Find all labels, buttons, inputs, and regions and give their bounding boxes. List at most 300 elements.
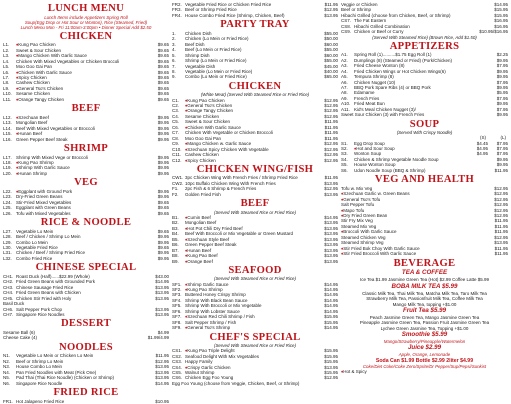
menu-item <box>3 97 169 102</box>
item-name: Vegetable (Lo Mein or Fried Rice) <box>185 69 253 75</box>
hot-spicy-icon: ♦ <box>16 114 19 120</box>
section-title: BEEF <box>71 103 101 115</box>
item-name: Hot Jalapeno Fried Rice <box>16 398 65 404</box>
item-name: Dry Fried Green Bean <box>343 213 388 219</box>
item-price: $65.00 <box>324 74 338 80</box>
hot-spicy-icon: ♦ <box>185 281 188 287</box>
item-name: Hunan Shrimp <box>18 170 48 176</box>
item-price: $15.95 <box>324 348 338 354</box>
section-title: CHICKEN <box>59 30 113 42</box>
item-name: Vegetable Fried Rice <box>16 244 58 250</box>
item-name: Chicken With Garlic Sauce <box>187 124 241 130</box>
menu-item <box>172 158 338 163</box>
item-price: $40.00 <box>324 69 338 75</box>
item-code: CH7. <box>3 312 14 317</box>
item-price: $13.95 <box>155 375 169 381</box>
section-note: (Served With Crispy Noodle) <box>396 130 453 136</box>
item-price: $9.95 <box>496 68 508 74</box>
item-price: $9.65 <box>157 199 169 205</box>
item-name: Orange Tangy Chicken <box>187 108 233 114</box>
item-price: $12.95 <box>494 202 508 208</box>
item-code: SF5. <box>172 303 182 309</box>
item-price: $15.95 <box>494 12 508 18</box>
item-code: 9. <box>172 74 176 80</box>
item-name: Mapo Tofu <box>343 207 365 213</box>
item-price: $9.65 <box>157 64 169 70</box>
item-name: Chicken With Vegetable or Chicken Broccoli <box>185 130 273 136</box>
item-name: Beef or Shrimp Fried Rice <box>185 7 237 13</box>
item-name: Chicken Dish <box>185 30 212 36</box>
item-name: Kung Pao Shrimp <box>187 287 223 292</box>
section-title: FRIED RICE <box>53 387 119 399</box>
item-price: $14.95 <box>155 279 169 285</box>
item-name: Spring Roll (1)..........$1.75 Egg Roll (1) <box>354 52 432 58</box>
item-code: N6. <box>3 380 11 386</box>
item-name: Vegetable Lo Mein <box>16 228 54 234</box>
item-code: L5. <box>3 64 10 70</box>
item-price: $13.95 <box>324 220 338 226</box>
item-code: A8. <box>341 90 348 96</box>
item-price: $11.95 <box>324 119 338 125</box>
item-code: CW2. <box>172 180 184 186</box>
item-price: $9.65 <box>157 69 169 75</box>
item-code: C1. <box>172 97 180 103</box>
menu-item <box>3 137 169 142</box>
item-code: S5. <box>341 162 348 168</box>
item-code: CS6. <box>172 375 183 381</box>
item-price: $13.95 <box>324 253 338 259</box>
item-name: Beef With Broccoli or Mix Vegetable or Green Mustard <box>185 231 294 237</box>
item-price: $9.95 <box>157 136 169 142</box>
section-title: SEAFOOD <box>228 264 282 276</box>
item-code: A5. <box>341 74 348 80</box>
item-code: A1. <box>341 52 348 58</box>
item-code: N1. <box>3 353 11 359</box>
item-name: Hibachi Grilled Combination <box>354 23 410 29</box>
item-price: $15.95 <box>324 370 338 376</box>
item-name: Stir Fried Broccoli With Garlic Sauce <box>343 251 417 257</box>
item-price: $12.95 <box>324 186 338 192</box>
menu-item <box>341 251 508 256</box>
beverage-line: Strawberry Milk Tea, Passionfruit Milk Tea, Coffee Milk Tea <box>366 296 483 302</box>
item-price: $9.65 <box>157 58 169 64</box>
hot-spicy-icon: ♦ <box>16 131 19 137</box>
menu-item <box>172 259 338 264</box>
menu-item <box>341 112 508 117</box>
item-name: General Tso's Tofu <box>343 196 381 202</box>
hot-spicy-icon: ♦ <box>185 141 188 147</box>
item-code: L16. <box>3 136 12 142</box>
item-price: $12.95 <box>494 196 508 202</box>
item-name: Shrimp With Lobster Sauce <box>185 308 240 314</box>
item-name: Spicy Chicken <box>18 75 47 80</box>
item-price: $13.95 <box>155 364 169 370</box>
item-code: C6. <box>172 124 180 130</box>
item-price: $15.95 <box>494 7 508 13</box>
item-name: Chicken Stir Fried with Holy <box>16 295 72 301</box>
item-name: Beef (Lo Mein or Fried Rice) <box>185 47 242 53</box>
item-code: L31. <box>3 250 12 256</box>
item-code: A2. <box>341 57 348 63</box>
item-code: L17. <box>3 154 12 160</box>
item-price: $7.95 <box>496 95 508 101</box>
item-price: $12.95 <box>324 113 338 119</box>
item-code: CS2. <box>172 353 183 359</box>
item-price: $60.00 <box>324 52 338 58</box>
item-code: L26. <box>3 210 12 216</box>
item-price: $11.95 <box>494 245 508 251</box>
item-price: $45.00 <box>324 63 338 69</box>
item-name: Shrimp With Black Bean Sauce <box>185 297 248 303</box>
item-price: $11.95 <box>494 218 508 224</box>
item-name: 10pc Buffalo Chicken Wing With French Fries <box>185 180 276 186</box>
item-code: N3. <box>3 364 11 370</box>
item-code: 4. <box>172 47 176 53</box>
item-price: $55.00 <box>324 58 338 64</box>
item-price: $10.95/$16.95 <box>479 29 508 35</box>
item-name: Sweet & Sour Chicken <box>185 119 231 125</box>
section-note: Coke/Diet Coke/Coke Zero/Sprite/Dr Pepper/Sup/Pepsi/Sunkist <box>362 364 487 370</box>
section-title: CHICKEN <box>228 80 282 92</box>
hot-spicy-icon: ♦ <box>16 53 19 59</box>
item-name: Shrimp (Lo Mein or Fried Rice) <box>185 58 247 64</box>
item-code: L13. <box>3 120 12 126</box>
legend-text: Hot & Spicy <box>343 369 367 375</box>
item-code: 3. <box>172 41 176 47</box>
item-code: L24. <box>3 199 12 205</box>
menu-item <box>3 211 169 216</box>
item-name: Salt Pepper Tofu <box>341 202 375 208</box>
hot-spicy-icon: ♦ <box>185 314 188 320</box>
item-name: Szechuan Spicy Chicken With Vegetable <box>187 146 269 152</box>
item-price: $9.65 <box>157 228 169 234</box>
item-code: L2. <box>3 47 10 53</box>
item-name: 2pc Fish & 6 Shrimp & French Fries <box>185 186 257 192</box>
item-price: $2.25 <box>496 52 508 58</box>
item-price: $13.95 <box>324 180 338 186</box>
item-name: Stir Fry Mix Veg <box>341 218 373 224</box>
item-name: Mongolian Beef <box>16 120 48 126</box>
item-price: $9.65 <box>157 80 169 86</box>
item-name: Hot Pot Chili Dry Fried Beef <box>187 225 243 231</box>
section-note: (Served With Steamed Rice or Fried Rice) <box>214 209 296 215</box>
item-name: Egg Foo Young (choose from Veggie, Chicken, Beef, or Shrimp) <box>172 380 300 386</box>
beverage-line: Peach Jasmine Green Tea, Mango Jasmine Green Tea <box>369 314 480 320</box>
item-price: $9.95 <box>157 188 169 194</box>
item-price: $13.95 <box>324 225 338 231</box>
item-code: CS5. <box>172 370 183 376</box>
item-name: Combo Lo Mein <box>16 239 48 245</box>
item-code: CS3. <box>172 359 183 365</box>
item-code: CS1. <box>172 348 183 354</box>
item-price: $11.95 <box>494 251 508 257</box>
menu-item <box>3 312 169 317</box>
item-price: $11.95 <box>494 223 508 229</box>
item-code: SF7. <box>172 314 182 320</box>
item-price: $13.95 <box>324 12 338 18</box>
item-name: Shrimp Dish <box>185 52 210 58</box>
item-code: SF3. <box>172 292 182 298</box>
hot-spicy-icon: ♦ <box>185 157 188 163</box>
item-name: Combo Fried Rice <box>16 255 53 261</box>
item-price-large: $7.95 <box>496 140 508 146</box>
item-price: $12.95 <box>155 358 169 364</box>
item-price: $14.95 <box>324 303 338 309</box>
item-code: L14. <box>3 125 12 131</box>
item-name: General Tso's Shrimp <box>187 325 231 331</box>
section-note: (Served With Steamed Rice or Fried Rice) <box>214 343 296 349</box>
item-price: $9.95 <box>157 234 169 240</box>
item-price: $12.95 <box>324 141 338 147</box>
item-code: A10. <box>341 101 351 107</box>
item-price: $55.00 <box>324 47 338 53</box>
item-name: Kung Pao Triple Delight <box>187 348 235 354</box>
section-title: RICE & NOODLE <box>40 217 132 229</box>
item-name: Dry-Fried Green Beans <box>16 194 63 200</box>
item-price: $13.95 <box>324 191 338 197</box>
item-price: $10.95 <box>155 398 169 404</box>
item-code: L12. <box>3 114 12 120</box>
item-code: N4. <box>3 369 11 375</box>
item-code: L23. <box>3 194 12 200</box>
beverage-heading: BOBA MILK TEA $5.99 <box>391 282 458 290</box>
item-price-large: $7.95 <box>496 146 508 151</box>
section-note: Apple, Orange, Lemonade <box>398 352 451 358</box>
item-name: Fried Green Beans with Grounded Pork <box>16 279 96 285</box>
item-price: $5.95 <box>496 90 508 96</box>
item-price: $12.95 <box>494 213 508 219</box>
item-code: CH3. <box>3 284 14 290</box>
item-name: Dumplings (8) (Steamed or Fried) (Pork/Chicken) <box>354 57 453 63</box>
item-price: $14.95 <box>324 214 338 220</box>
hot-spicy-icon: ♦ <box>185 253 188 259</box>
item-code: B5. <box>172 236 179 242</box>
hot-spicy-icon: ♦ <box>341 207 344 213</box>
item-name: Singapore Rice Noodle <box>16 380 63 386</box>
item-price: $7.95 <box>496 79 508 85</box>
hot-spicy-icon: ♦ <box>185 236 188 242</box>
item-code: A3. <box>341 63 348 69</box>
item-code: B1. <box>172 214 179 220</box>
item-name: Szechuan Style Beef <box>187 236 230 242</box>
item-code: SF4. <box>172 297 182 303</box>
item-price: $14.95 <box>324 325 338 331</box>
soda-prices: Soda Can $1.99 Bottle $2.99 2liter $4.99 <box>375 357 474 364</box>
item-price: $9.65 <box>157 42 169 48</box>
item-price: $9.95 <box>157 239 169 245</box>
item-code: A6. <box>341 79 348 85</box>
item-name: Cumin Beef <box>187 214 211 220</box>
item-code: S4. <box>341 156 348 162</box>
item-code: B4. <box>172 231 179 237</box>
item-price: $7.95 <box>496 106 508 112</box>
item-code: B8. <box>172 253 179 259</box>
item-price: $14.95 <box>324 281 338 287</box>
hot-spicy-icon: ♦ <box>185 287 188 292</box>
hot-spicy-icon: ♦ <box>16 42 19 48</box>
item-name: Sweet Sour Chicken (3) with French Fries <box>341 112 425 118</box>
item-name: Beef With Mixed Vegetables or Broccoli <box>16 125 95 131</box>
item-code: L11. <box>3 96 12 102</box>
item-code: 6. <box>172 58 176 64</box>
item-price: $12.95 <box>324 97 338 103</box>
item-price: $12.95 <box>324 157 338 163</box>
item-code: B3. <box>172 225 179 231</box>
item-code: FR2. <box>172 2 182 7</box>
hot-spicy-icon: ♦ <box>185 258 188 264</box>
item-code: L32. <box>3 255 12 261</box>
item-name: House Combo Fried Rice (Shrimp, Chicken, Beef) <box>185 12 285 18</box>
hot-spicy-icon: ♦ <box>341 245 344 251</box>
item-code: CW1. <box>172 175 184 181</box>
item-name: Hunan Beef <box>18 131 43 137</box>
item-name: Orange Beef <box>187 258 213 264</box>
menu-item <box>172 13 338 18</box>
menu-item <box>341 168 508 173</box>
item-name: Beef Dish <box>185 41 205 47</box>
section-title: NOODLES <box>59 341 113 353</box>
hot-spicy-icon: ♦ <box>185 348 188 354</box>
section-title: CHINESE SPECIAL <box>35 262 137 274</box>
item-name: Udon Noodle Soup (BBQ & Shrimp) <box>354 167 426 173</box>
item-name: Eggplant with Ground Pork <box>18 188 73 194</box>
item-name: Steamed Chicken Veg <box>341 234 386 240</box>
item-price-large: $9.95 <box>496 156 508 162</box>
section-title: BEEF <box>240 198 270 210</box>
item-name: Walnut Shrimp <box>185 370 215 376</box>
item-price-small: $4.95 <box>476 151 488 157</box>
item-name: Shrimp Garlic Sauce <box>187 281 229 287</box>
item-price: $9.65 <box>157 85 169 91</box>
item-name: Tempura Shrimp (8) <box>354 74 394 80</box>
item-name: The Fat Eastern <box>354 18 387 24</box>
item-name: Sesame Ball (6) <box>3 329 36 335</box>
item-code: L20. <box>3 170 12 176</box>
item-price: $16.95 <box>494 18 508 24</box>
menu-item <box>172 74 338 79</box>
item-name: House Combo Lo Mein <box>16 364 63 370</box>
item-code: CH6. <box>3 306 14 312</box>
item-code: S2. <box>341 146 348 151</box>
item-code: L6. <box>3 69 10 75</box>
item-name: BBQ Pork Spare Ribs (4) or BBQ Pork <box>354 85 431 91</box>
item-code: SF9. <box>172 325 182 331</box>
item-code: L19. <box>3 165 12 171</box>
item-name: Sesame Chicken <box>16 91 51 97</box>
item-name: Veggie or Chicken <box>341 2 378 7</box>
item-price: $9.95 <box>157 250 169 256</box>
menu-item <box>3 399 169 404</box>
item-price: $9.95 <box>157 170 169 176</box>
item-code: S1. <box>341 140 348 146</box>
item-code: L18. <box>3 159 12 165</box>
item-code: SF2. <box>172 287 182 292</box>
hot-spicy-icon: ♦ <box>341 196 344 202</box>
item-price: $13.95 <box>155 306 169 312</box>
item-price: $9.95 <box>496 112 508 118</box>
item-name: Fried Cheese Wonton (8) <box>354 63 405 69</box>
item-price: $12.95 <box>494 191 508 197</box>
item-code: SF1. <box>172 281 182 287</box>
item-price: $13.95 <box>494 240 508 246</box>
hot-pepper-icon: ♦ <box>341 369 344 375</box>
menu-item <box>3 256 169 261</box>
item-price-small: $4.95 <box>476 146 488 151</box>
item-name: Steamed Mix Veg <box>341 223 377 229</box>
item-price: $13.95 <box>324 236 338 242</box>
hot-spicy-icon: ♦ <box>16 165 19 171</box>
item-name: Roast Duck (Half)......$22.99 (Whole) <box>16 273 90 279</box>
item-code: S3. <box>341 151 348 157</box>
item-name: Green Pepper Beef Steak <box>16 136 68 142</box>
item-price: $11.95 <box>324 175 338 181</box>
item-price: $13.95 <box>155 369 169 375</box>
section-title: VEG <box>74 177 98 189</box>
hot-spicy-icon: ♦ <box>185 97 188 103</box>
item-code: FR1. <box>3 398 13 404</box>
item-code: A7. <box>341 85 348 91</box>
item-price: $16.95 <box>494 23 508 29</box>
item-code: C4. <box>172 113 180 119</box>
hot-spicy-legend <box>341 369 508 374</box>
item-name: Chicken With Mixed Vegetables or Chicken Broccoli <box>16 58 120 64</box>
hot-spicy-icon: ♦ <box>16 85 19 91</box>
item-name: Chicken & Shrimp Vegetable Noodle Soup <box>354 156 439 162</box>
item-price: $12.95 <box>324 108 338 114</box>
item-name: Shrimp With Mixed Vege or Broccoli <box>16 154 88 160</box>
item-name: Green Pepper Beef Steak <box>185 242 237 248</box>
item-price: $9.95 <box>157 255 169 261</box>
item-name: French Fries <box>354 95 380 101</box>
item-price: $14.95 <box>324 287 338 292</box>
hot-spicy-icon: ♦ <box>185 247 188 253</box>
item-name: Salt Pepper Shrimp / Fish <box>185 319 237 325</box>
section-note: Lunch Items include Appetizers Spring Roll <box>44 14 128 20</box>
item-name: Szechuan Red Chili Shrimp / Fish <box>187 314 255 320</box>
item-code: C5. <box>172 119 180 125</box>
item-name: Szechuan Beef <box>18 114 49 120</box>
item-code: N2. <box>3 358 11 364</box>
menu-item <box>3 171 169 176</box>
item-code: A11. <box>341 106 350 112</box>
section-title: APPETIZERS <box>389 40 460 52</box>
item-code: B9. <box>172 258 179 264</box>
item-code: C11. <box>172 152 182 158</box>
hot-spicy-icon: ♦ <box>185 108 188 114</box>
item-price: $15.95 <box>324 319 338 325</box>
section-note: (Served With Steamed Rice or Fried Rice) <box>214 276 296 282</box>
item-name: Mongolian Beef <box>185 220 217 226</box>
item-name: Cashew Chicken <box>16 80 50 86</box>
item-price: $9.95 <box>496 74 508 80</box>
item-price: $12.95 <box>494 234 508 240</box>
item-code: A9. <box>341 95 348 101</box>
item-name: Kid's Meal Chicken Nugget (3)/ <box>354 106 416 112</box>
item-price: $9.65 <box>157 96 169 102</box>
beverage-heading: Smoothie $5.99 <box>401 331 448 339</box>
item-price-small: $4.45 <box>476 140 488 146</box>
item-code: CH4. <box>3 290 14 296</box>
item-code: C8. <box>172 135 180 141</box>
item-price: $14.95 <box>324 292 338 298</box>
item-code: C7. <box>172 130 180 136</box>
section-title: LUNCH MENU <box>47 3 125 14</box>
item-name: Seafood Delight With Mix Vegetables <box>185 353 260 359</box>
item-name: Spicy Chicken <box>187 157 216 163</box>
item-code: L15. <box>3 131 12 137</box>
item-price: $9.65 <box>157 205 169 211</box>
item-code: L30. <box>3 244 12 250</box>
